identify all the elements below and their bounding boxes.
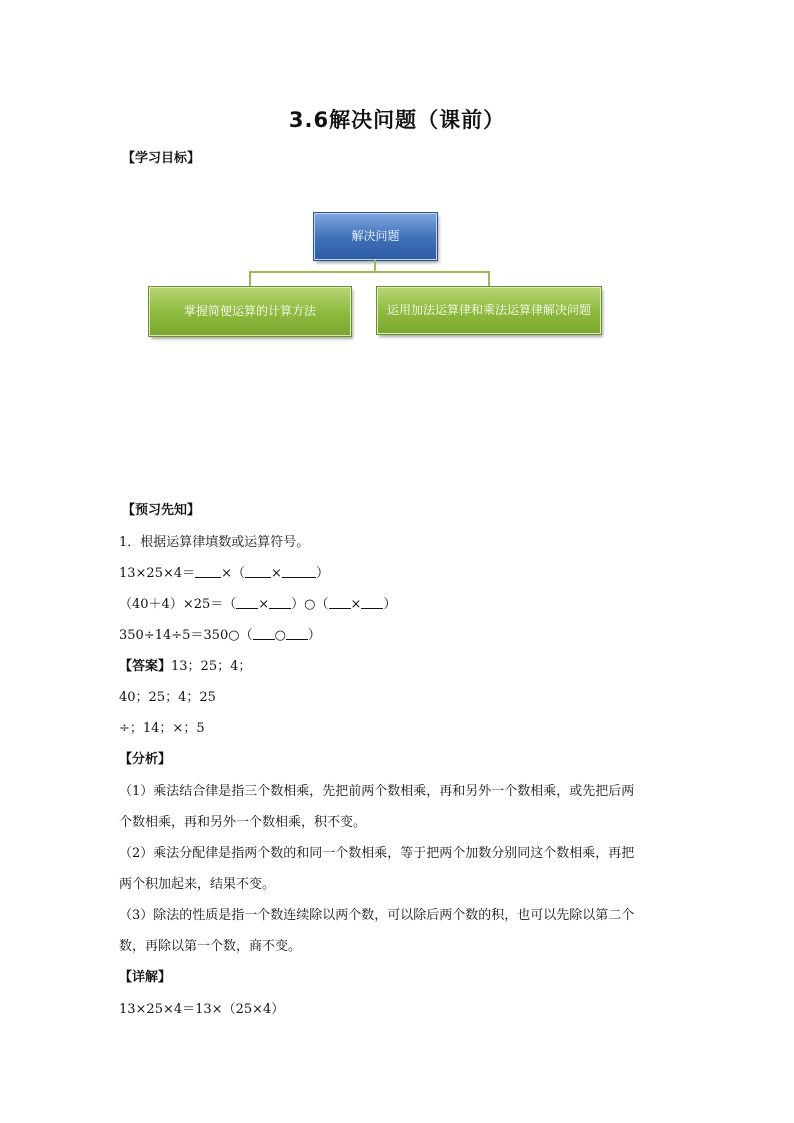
answer-blank[interactable] (286, 627, 308, 640)
diagram-child-box-1: 掌握简便运算的计算方法 (149, 287, 351, 336)
answer-label: 【答案】 (119, 659, 172, 674)
analysis-line: （2）乘法分配律是指两个数的和同一个数相乘，等于把两个加数分别同这个数相乘，再把 (119, 846, 635, 861)
analysis-heading: 【分析】 (119, 752, 172, 767)
question-1: 1．根据运算律填数或运算符号。 (119, 535, 310, 550)
equation-1: 13×25×4＝ ×（ × ） (119, 566, 329, 581)
answer-blank[interactable] (195, 565, 221, 578)
page-title: 3.6解决问题（课前） (288, 108, 506, 132)
answer-blank[interactable] (361, 596, 383, 609)
diagram-connector (249, 271, 251, 287)
analysis-line: 两个积加起来，结果不变。 (119, 877, 276, 892)
analysis-line: 数，再除以第一个数，商不变。 (119, 939, 302, 954)
answer-line-1 (119, 655, 251, 674)
detail-heading: 【详解】 (119, 970, 172, 985)
answer-text: 13；25；4； (171, 659, 252, 674)
answer-line-2: 40；25；4；25 (119, 690, 216, 705)
preview-heading: 【预习先知】 (122, 503, 201, 518)
diagram-child-box-2: 运用加法运算律和乘法运算律解决问题 (377, 287, 601, 334)
answer-blank[interactable] (236, 596, 258, 609)
goals-heading: 【学习目标】 (122, 151, 201, 166)
equation-2: （40＋4）×25＝（ × ）○（ × ） (119, 597, 397, 612)
answer-blank[interactable] (245, 565, 271, 578)
analysis-line: （1）乘法结合律是指三个数相乘，先把前两个数相乘，再和另外一个数相乘，或先把后两 (119, 784, 635, 799)
goals-diagram (0, 0, 794, 400)
answer-blank[interactable] (253, 627, 275, 640)
analysis-line: 个数相乘，再和另外一个数相乘，积不变。 (119, 815, 367, 830)
answer-line-3: ÷；14；×；5 (119, 721, 205, 736)
diagram-connector (249, 271, 489, 273)
answer-blank[interactable] (282, 565, 316, 578)
detail-line: 13×25×4＝13×（25×4） (119, 1002, 285, 1017)
answer-blank[interactable] (269, 596, 291, 609)
analysis-line: （3）除法的性质是指一个数连续除以两个数，可以除后两个数的积，也可以先除以第二个 (119, 908, 635, 923)
diagram-root-box: 解决问题 (314, 213, 437, 260)
answer-blank[interactable] (329, 596, 351, 609)
diagram-connector (488, 271, 490, 287)
equation-3: 350÷14÷5＝350○（ ○ ） (119, 628, 321, 643)
